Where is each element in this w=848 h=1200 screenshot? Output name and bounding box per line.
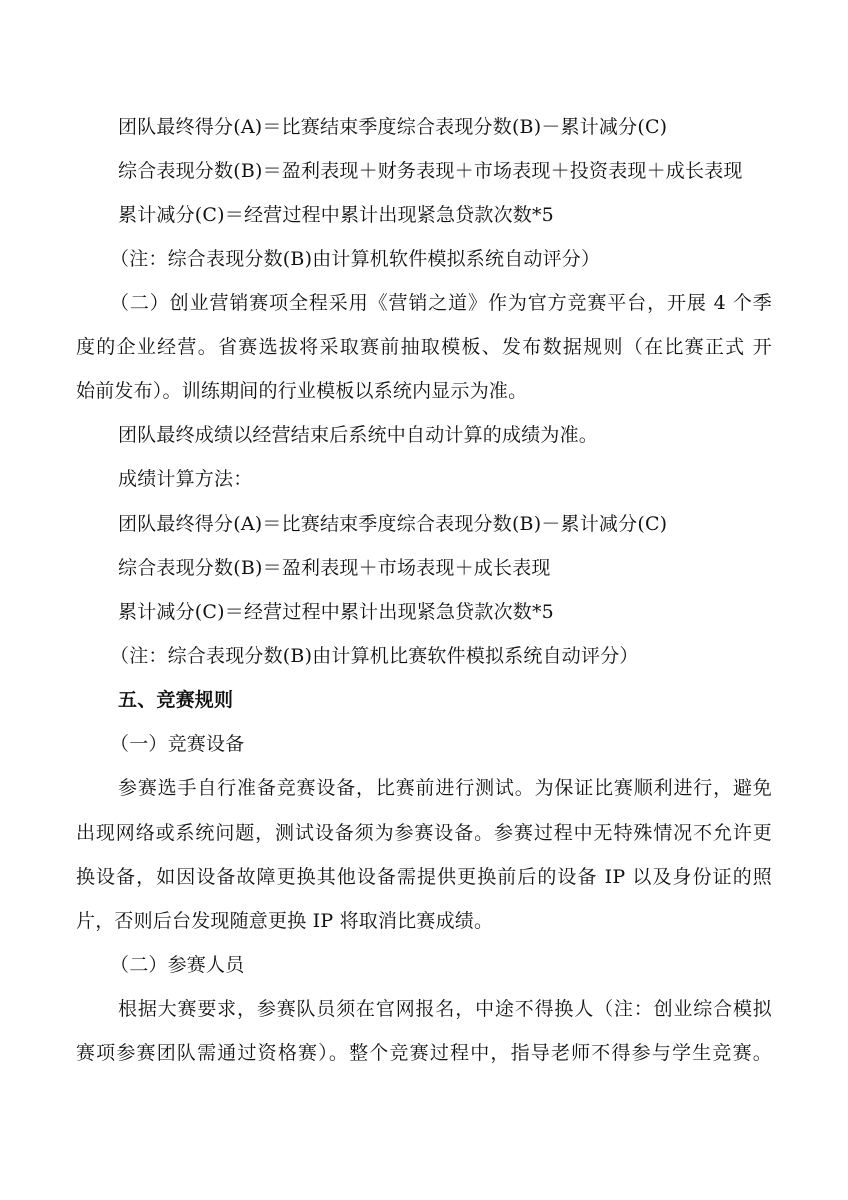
subheading-equipment: （一）竞赛设备 (110, 733, 245, 755)
paragraph-marketing-line-1: （二）创业营销赛项全程采用《营销之道》作为官方竞赛平台，开展 4 个季 (110, 292, 772, 314)
paragraph-participants-line-2: 赛项参赛团队需通过资格赛）。整个竞赛过程中，指导老师不得参与学生竞赛。 (76, 1042, 772, 1064)
paragraph-equipment-line-3: 换设备，如因设备故障更换其他设备需提供更换前后的设备 IP 以及身份证的照 (76, 866, 772, 888)
paragraph-participants-line-1: 根据大赛要求，参赛队员须在官网报名，中途不得换人（注：创业综合模拟 (118, 998, 772, 1020)
paragraph-marketing-line-3: 始前发布）。训练期间的行业模板以系统内显示为准。 (76, 380, 528, 402)
final-result-statement: 团队最终成绩以经营结束后系统中自动计算的成绩为准。 (118, 424, 599, 446)
note-2: （注：综合表现分数(B)由计算机比赛软件模拟系统自动评分） (110, 645, 639, 667)
paragraph-marketing-line-2: 度的企业经营。省赛选拔将采取赛前抽取模板、发布数据规则（在比赛正式 开 (76, 336, 772, 358)
subheading-participants: （二）参赛人员 (110, 954, 245, 976)
calculation-method-heading: 成绩计算方法： (118, 468, 253, 490)
formula-deduction-1: 累计减分(C)＝经营过程中累计出现紧急贷款次数*5 (118, 204, 554, 226)
paragraph-equipment-line-1: 参赛选手自行准备竞赛设备，比赛前进行测试。为保证比赛顺利进行，避免 (118, 777, 772, 799)
formula-deduction-2: 累计减分(C)＝经营过程中累计出现紧急贷款次数*5 (118, 601, 554, 623)
formula-final-score-2: 团队最终得分(A)＝比赛结束季度综合表现分数(B)－累计减分(C) (118, 513, 668, 535)
section-heading-rules: 五、竞赛规则 (118, 689, 234, 711)
formula-overall-score-2: 综合表现分数(B)＝盈利表现＋市场表现＋成长表现 (118, 557, 551, 579)
paragraph-equipment-line-2: 出现网络或系统问题，测试设备须为参赛设备。参赛过程中无特殊情况不允许更 (76, 822, 772, 844)
note-1: （注：综合表现分数(B)由计算机软件模拟系统自动评分） (110, 248, 601, 270)
formula-final-score-1: 团队最终得分(A)＝比赛结束季度综合表现分数(B)－累计减分(C) (118, 116, 668, 138)
paragraph-equipment-line-4: 片，否则后台发现随意更换 IP 将取消比赛成绩。 (76, 910, 494, 932)
formula-overall-score-1: 综合表现分数(B)＝盈利表现＋财务表现＋市场表现＋投资表现＋成长表现 (118, 160, 743, 182)
